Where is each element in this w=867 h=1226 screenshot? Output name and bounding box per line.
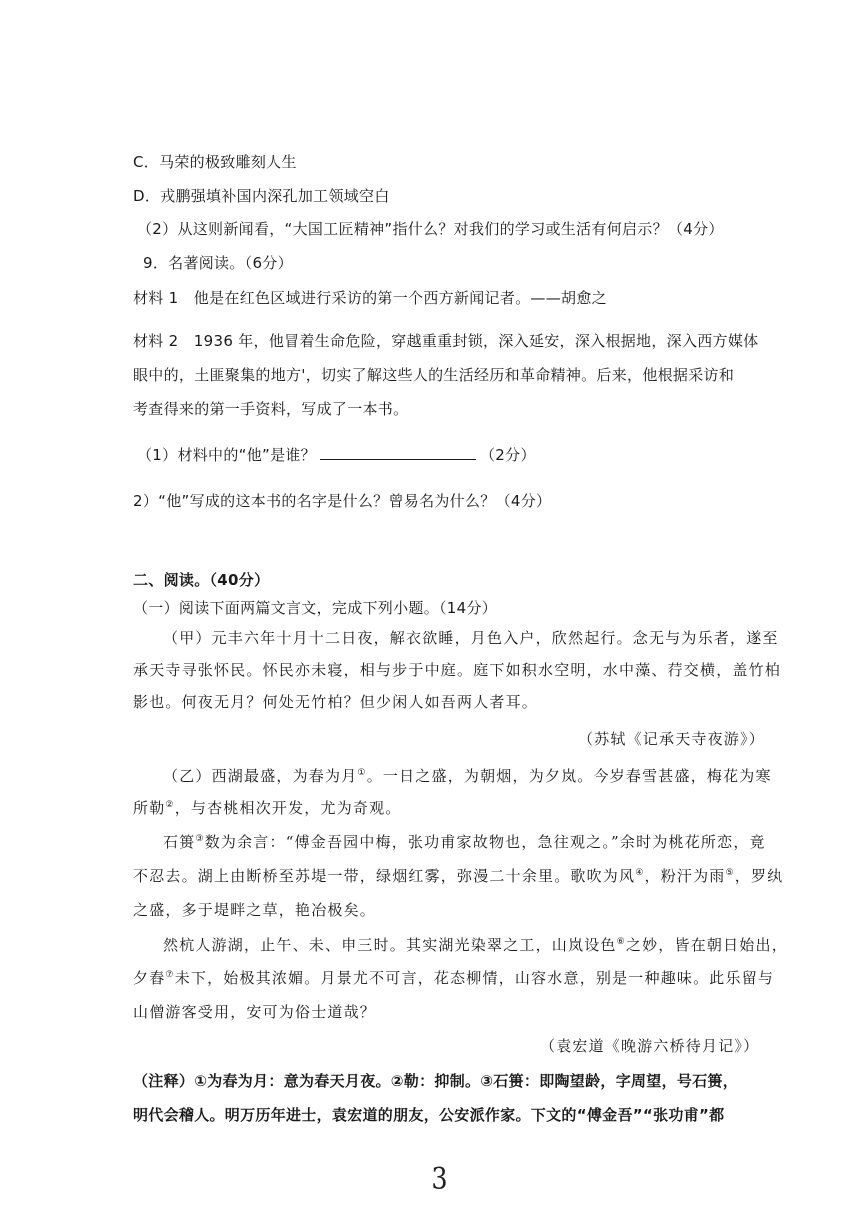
text-yi-p2-line-3: 之盛，多于堤畔之草，艳冶极矣。: [133, 901, 377, 919]
text-yi-p2-line-2: [133, 866, 783, 886]
material-2-line-3: 考查得来的第一手资料，写成了一本书。: [133, 400, 409, 418]
text-yi-p3-seg: 未下，始极其浓媚。月景尤不可言，花态柳情，山容水意，别是一种趣味。此乐留与: [174, 969, 775, 987]
note-marker-2: ②: [165, 800, 175, 810]
question-9-2: 2）“他”写成的这本书的名字是什么？曾易名为什么？（4分）: [133, 492, 552, 510]
answer-blank[interactable]: [320, 445, 476, 460]
question-9-1-text: （1）材料中的“他”是谁？: [137, 446, 316, 464]
text-yi-p1-line-2: [133, 798, 402, 818]
notes-line-2: 明代会稽人。明万历年进士，袁宏道的朋友，公安派作家。下文的“傅金吾”“张功甫”都: [133, 1106, 725, 1124]
note-marker-6: ⑥: [616, 937, 626, 947]
text-yi-p3-line-3: 山僧游客受用，安可为俗士道哉？: [133, 1003, 377, 1021]
question-9-1-score: （2分）: [480, 446, 536, 464]
question-8-2: （2）从这则新闻看，“大国工匠精神”指什么？对我们的学习或生活有何启示？（4分）: [137, 220, 724, 238]
text-jia-line-3: 影也。何夜无月？何处无竹柏？但少闲人如吾两人者耳。: [133, 693, 539, 711]
note-marker-5: ⑤: [725, 868, 735, 878]
section-2-subheading: （一）阅读下面两篇文言文，完成下列小题。（14分）: [133, 599, 498, 617]
material-2-line-2: 眼中的，土匪聚集的地方'，切实了解这些人的生活经历和革命精神。后来，他根据采访和: [133, 366, 735, 384]
section-2-heading: 二、阅读。（40分）: [133, 571, 270, 589]
text-yi-p2-line-1: [163, 832, 766, 852]
text-yi-p1-line-1: [163, 766, 772, 786]
note-marker-4: ④: [635, 868, 645, 878]
note-marker-7: ⑦: [165, 970, 175, 980]
note-marker-1: ①: [357, 768, 367, 778]
text-yi-p1-seg: 所勒: [133, 799, 166, 817]
page-number: 3: [431, 1162, 448, 1197]
text-yi-p1-seg: 。一日之盛，为朝烟，为夕岚。今岁春雪甚盛，梅花为寒: [366, 767, 772, 785]
question-9-1: [137, 445, 536, 465]
text-yi-source: （袁宏道《晚游六桥待月记》）: [540, 1037, 760, 1055]
text-yi-p2-seg: 石篑: [163, 833, 196, 851]
option-c: C．马荣的极致雕刻人生: [133, 153, 297, 171]
text-yi-p1-seg: ，与杏桃相次开发，尤为奇观。: [174, 799, 402, 817]
text-jia-line-1: （甲）元丰六年十月十二日夜，解衣欲睡，月色入户，欣然起行。念无与为乐者，遂至: [163, 629, 779, 647]
text-yi-p2-seg: 数为余言：“傅金吾园中梅，张功甫家故物也，急往观之。”余时为桃花所恋，竟: [204, 833, 766, 851]
text-yi-p2-seg: 不忍去。湖上由断桥至苏堤一带，绿烟红雾，弥漫二十余里。歌吹为风: [133, 867, 636, 885]
text-yi-p3-seg: 然杭人游湖，止午、未、申三时。其实湖光染翠之工，山岚设色: [163, 936, 617, 954]
material-2-line-1: 材料 2 1936 年，他冒着生命危险，穿越重重封锁，深入延安，深入根据地，深入西方媒体: [133, 332, 759, 350]
text-jia-source: （苏轼《记承天寺夜游》）: [578, 730, 765, 748]
text-yi-p3-line-1: [163, 935, 788, 955]
note-marker-3: ③: [195, 834, 205, 844]
question-9-title: 9．名著阅读。（6分）: [143, 254, 293, 272]
notes-line-1: （注释）①为春为月：意为春天月夜。②勒：抑制。③石篑：即陶望龄，字周望，号石篑，: [133, 1072, 739, 1090]
text-yi-p3-seg: 之妙，皆在朝日始出，: [625, 936, 788, 954]
text-yi-p2-seg: ，粉汗为雨: [644, 867, 726, 885]
option-d: D．戎鹏强填补国内深孔加工领域空白: [133, 187, 390, 205]
text-yi-p3-seg: 夕舂: [133, 969, 166, 987]
text-jia-line-2: 承天寺寻张怀民。怀民亦未寝，相与步于中庭。庭下如积水空明，水中藻、荇交横，盖竹柏: [133, 661, 782, 679]
text-yi-p1-seg: （乙）西湖最盛，为春为月: [163, 767, 358, 785]
text-yi-p3-line-2: [133, 968, 774, 988]
text-yi-p2-seg: ，罗纨: [734, 867, 784, 885]
material-1: 材料 1 他是在红色区域进行采访的第一个西方新闻记者。——胡愈之: [133, 289, 607, 307]
